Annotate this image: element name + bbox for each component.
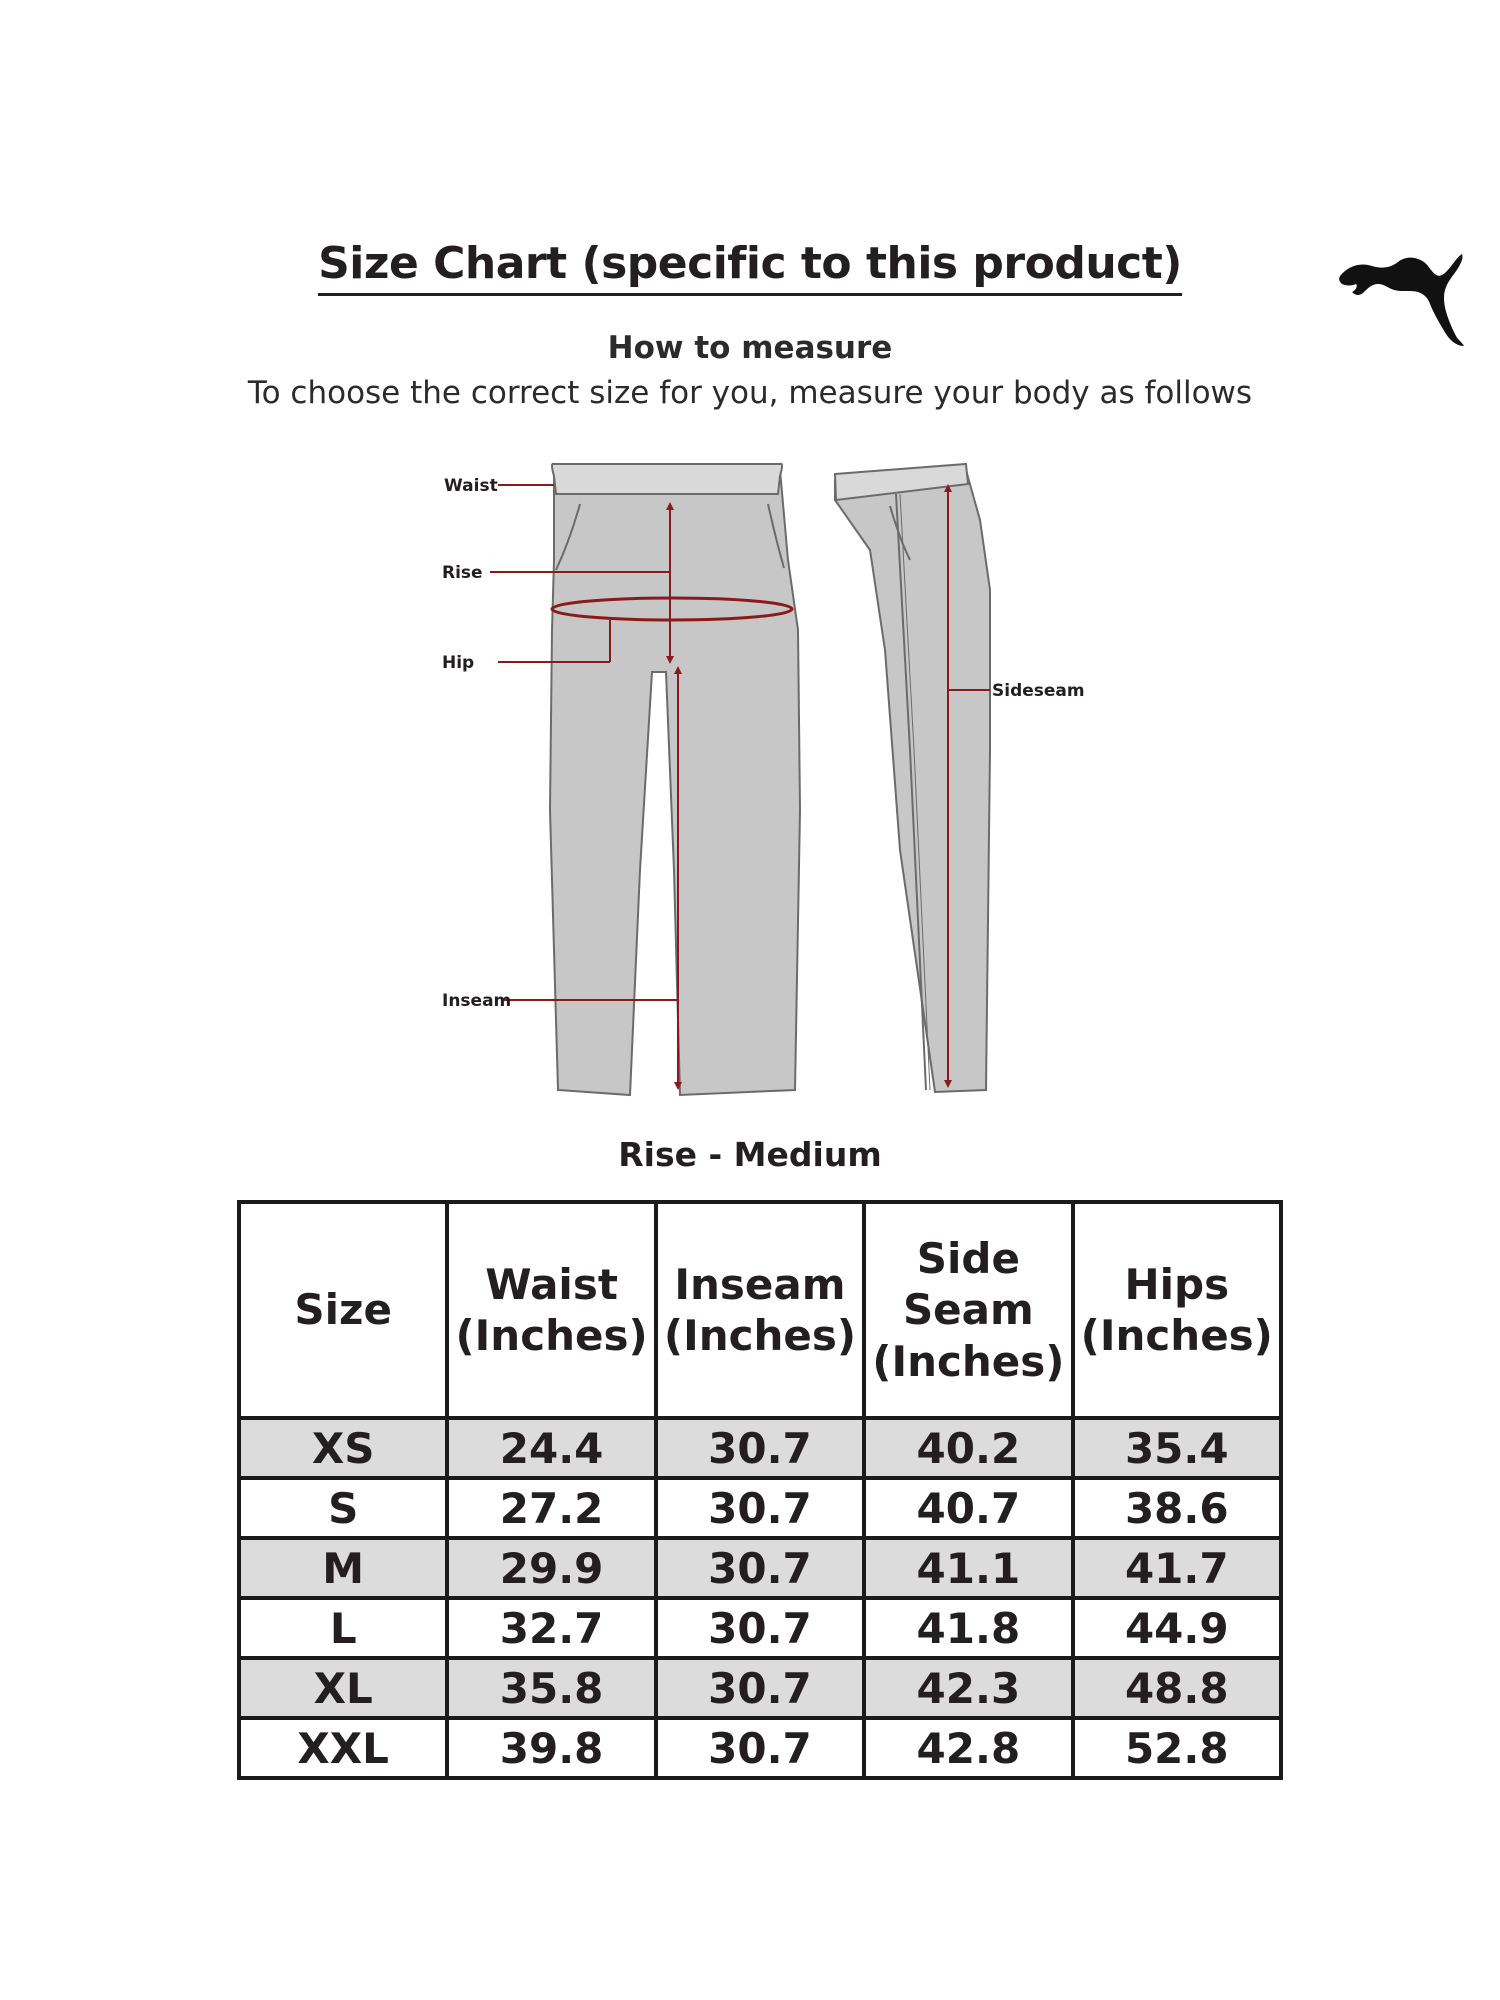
table-row <box>239 1538 1281 1598</box>
size-cell: XXL <box>239 1718 447 1778</box>
inseam-cell: 30.7 <box>656 1418 864 1478</box>
waist-cell: 27.2 <box>447 1478 655 1538</box>
header-hips: Hips (Inches) <box>1073 1202 1281 1418</box>
side-seam-cell: 42.8 <box>864 1718 1072 1778</box>
side-seam-cell: 42.3 <box>864 1658 1072 1718</box>
table-row <box>239 1658 1281 1718</box>
header-side-seam: Side Seam (Inches) <box>864 1202 1072 1418</box>
hip-label: Hip <box>442 653 475 673</box>
side-seam-cell: 41.8 <box>864 1598 1072 1658</box>
hips-cell: 38.6 <box>1073 1478 1281 1538</box>
hips-cell: 48.8 <box>1073 1658 1281 1718</box>
size-cell: M <box>239 1538 447 1598</box>
side-seam-cell: 40.2 <box>864 1418 1072 1478</box>
size-cell: S <box>239 1478 447 1538</box>
hips-cell: 35.4 <box>1073 1418 1281 1478</box>
waist-cell: 39.8 <box>447 1718 655 1778</box>
table-row <box>239 1478 1281 1538</box>
header-inseam: Inseam (Inches) <box>656 1202 864 1418</box>
table-header-row <box>239 1202 1281 1418</box>
waist-cell: 35.8 <box>447 1658 655 1718</box>
inseam-cell: 30.7 <box>656 1538 864 1598</box>
side-seam-cell: 40.7 <box>864 1478 1072 1538</box>
rise-label: Rise <box>442 563 483 583</box>
rise-note: Rise - Medium <box>618 1135 882 1174</box>
header-size: Size <box>239 1202 447 1418</box>
how-to-measure-heading: How to measure <box>607 330 893 366</box>
inseam-cell: 30.7 <box>656 1478 864 1538</box>
page-title: Size Chart (specific to this product) <box>0 238 1500 289</box>
hips-cell: 41.7 <box>1073 1538 1281 1598</box>
inseam-cell: 30.7 <box>656 1658 864 1718</box>
measure-instructions: To choose the correct size for you, measure your body as follows <box>247 375 1253 411</box>
waist-cell: 32.7 <box>447 1598 655 1658</box>
header-waist: Waist (Inches) <box>447 1202 655 1418</box>
size-cell: L <box>239 1598 447 1658</box>
waist-cell: 29.9 <box>447 1538 655 1598</box>
hips-cell: 52.8 <box>1073 1718 1281 1778</box>
waist-cell: 24.4 <box>447 1418 655 1478</box>
waist-label: Waist <box>444 476 498 496</box>
side-seam-cell: 41.1 <box>864 1538 1072 1598</box>
inseam-cell: 30.7 <box>656 1598 864 1658</box>
table-row <box>239 1598 1281 1658</box>
pants-measurement-diagram <box>430 450 1090 1110</box>
inseam-label: Inseam <box>442 991 512 1011</box>
size-cell: XL <box>239 1658 447 1718</box>
inseam-cell: 30.7 <box>656 1718 864 1778</box>
size-cell: XS <box>239 1418 447 1478</box>
hips-cell: 44.9 <box>1073 1598 1281 1658</box>
size-table <box>237 1200 1283 1780</box>
sideseam-label: Sideseam <box>992 681 1085 701</box>
table-row <box>239 1418 1281 1478</box>
side-view-pants <box>835 464 990 1092</box>
table-row <box>239 1718 1281 1778</box>
